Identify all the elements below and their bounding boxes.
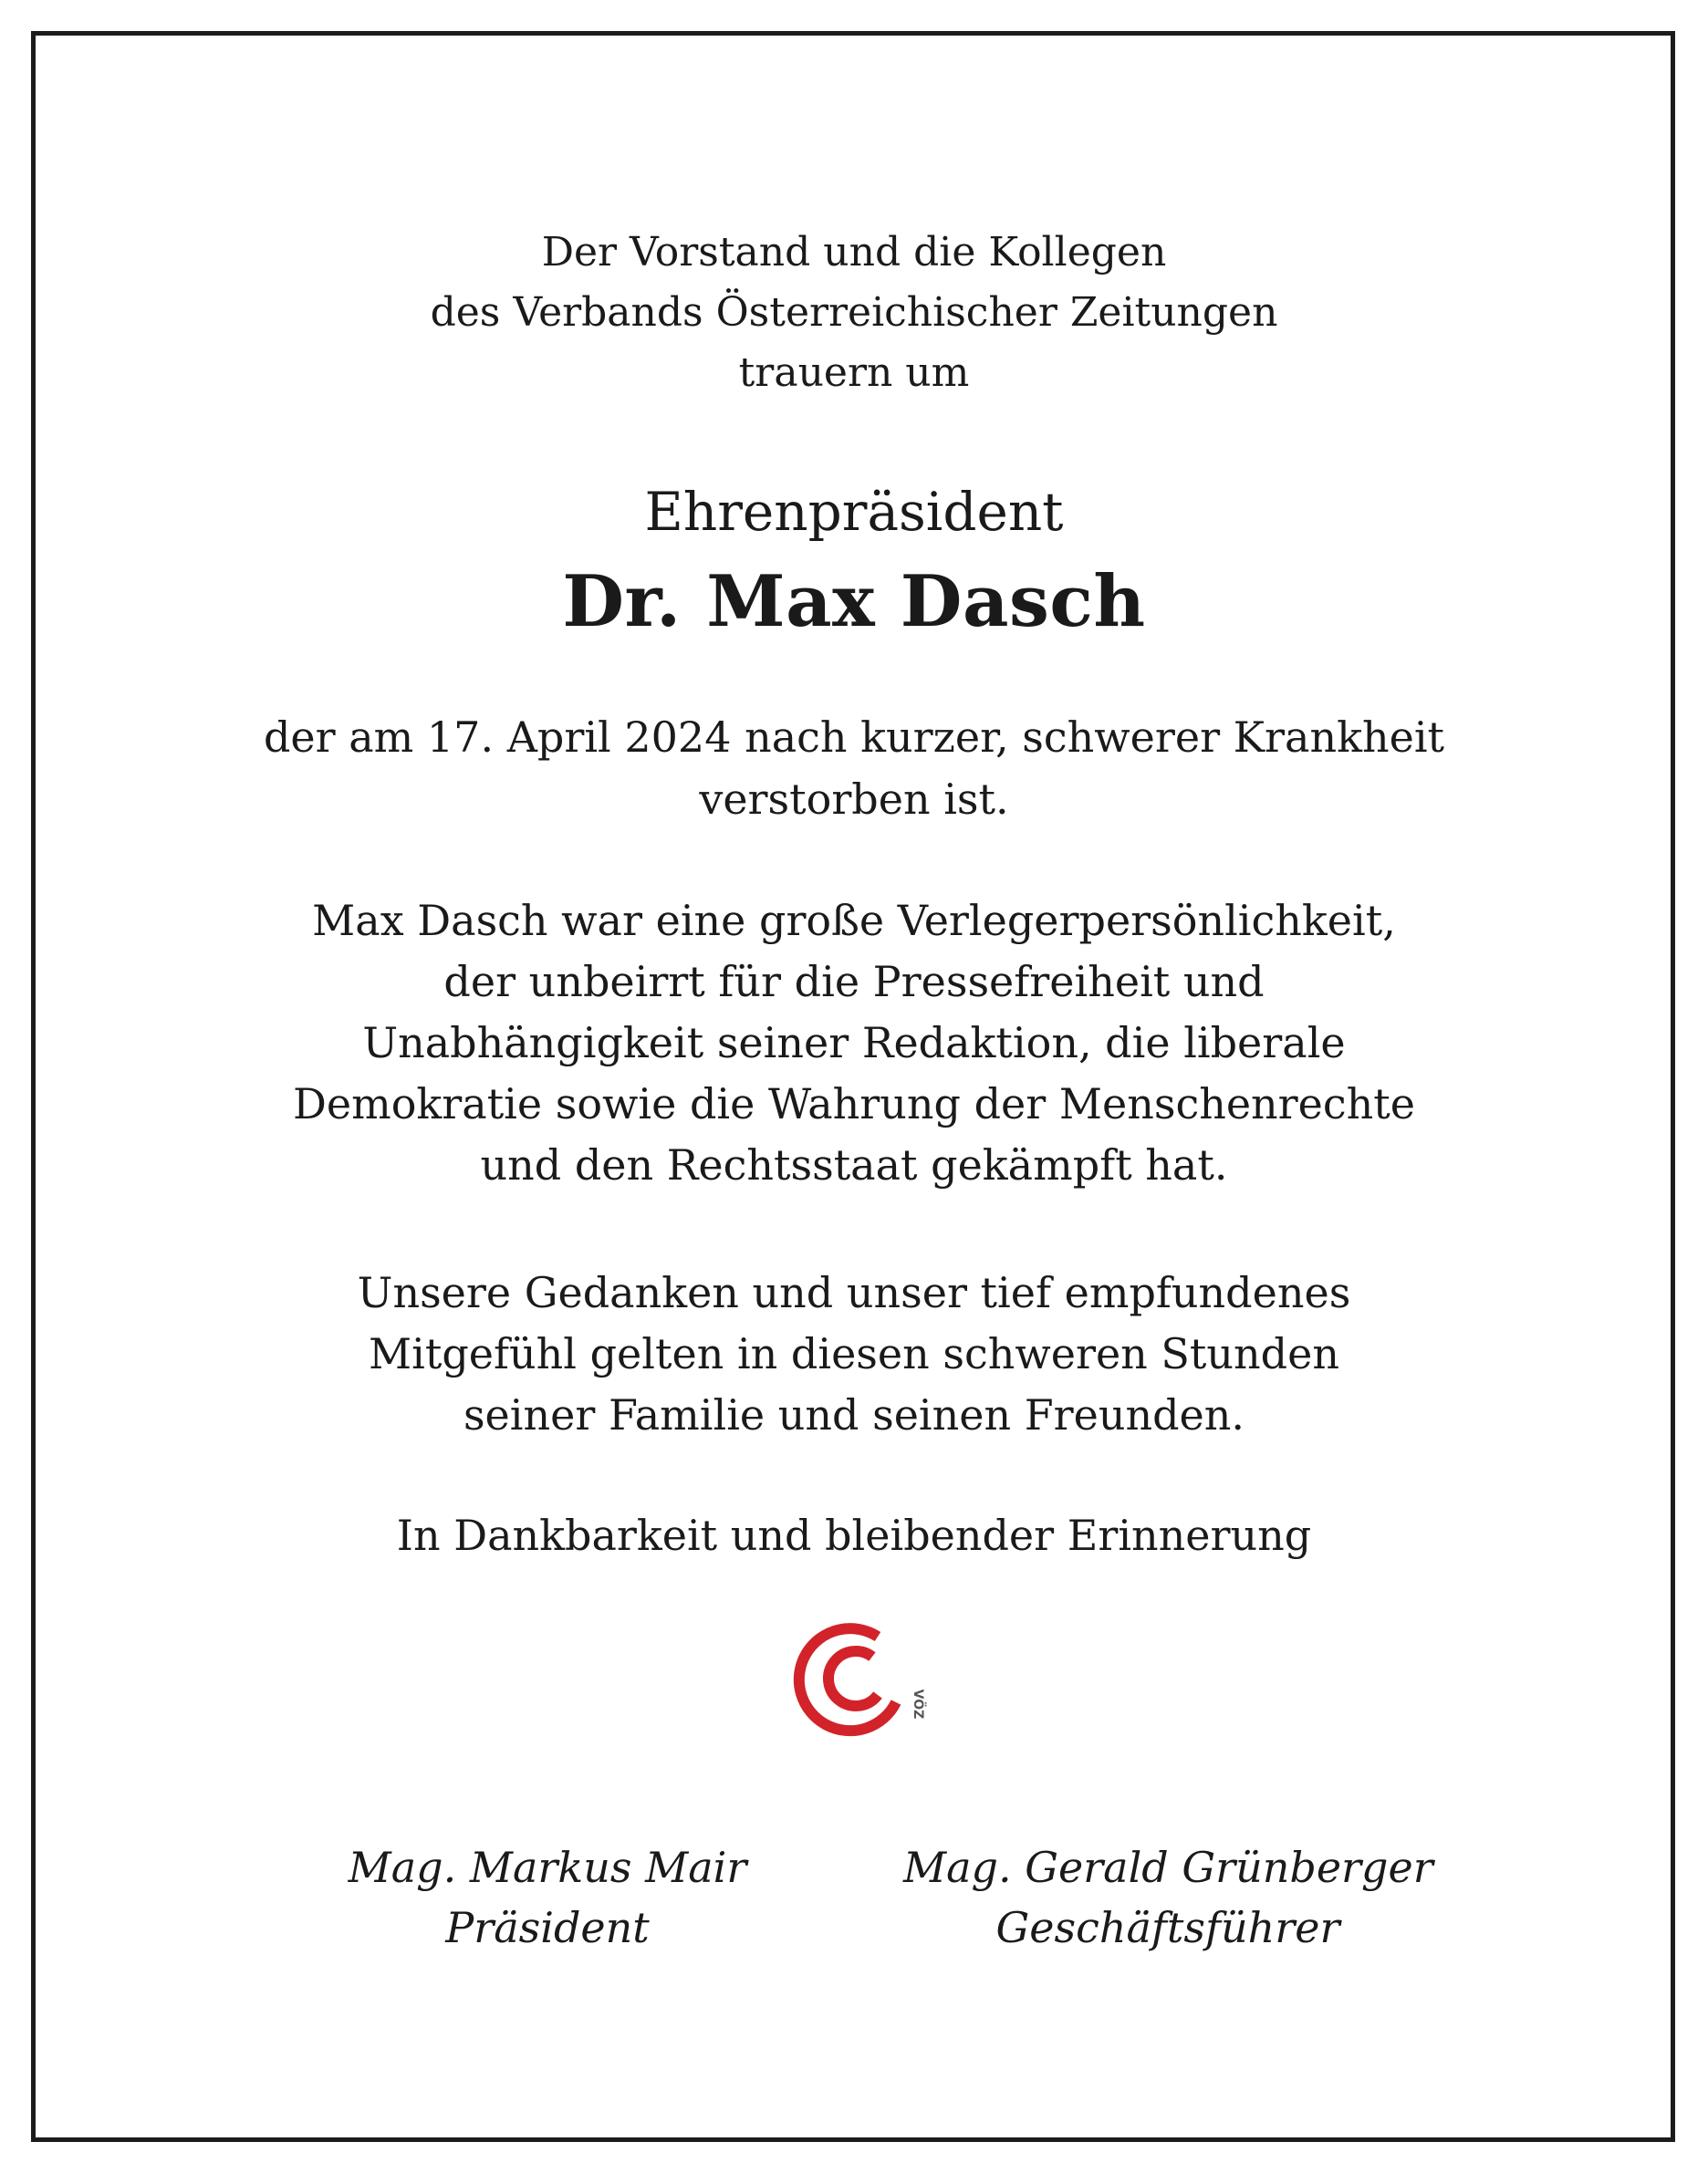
signatory-name: Mag. Gerald Grünberger <box>903 1843 1433 1892</box>
death-line: der am 17. April 2024 nach kurzer, schwerer Krankheit <box>263 712 1445 762</box>
sympathy-line: Unsere Gedanken und unser tief empfundenes <box>357 1268 1351 1317</box>
tribute-line: und den Rechtsstaat gekämpft hat. <box>480 1140 1228 1190</box>
intro-line: trauern um <box>738 349 970 396</box>
sympathy-line: Mitgefühl gelten in diesen schweren Stunden <box>369 1329 1339 1378</box>
tribute-line: Unabhängigkeit seiner Redaktion, die liberale <box>362 1018 1346 1067</box>
sympathy-paragraph <box>0 1263 1708 1446</box>
signatory-managing-director <box>903 1837 1432 1958</box>
tribute-line: Demokratie sowie die Wahrung der Menschenrechte <box>292 1079 1415 1128</box>
tribute-line: der unbeirrt für die Pressefreiheit und <box>443 957 1265 1006</box>
death-line: verstorben ist. <box>699 775 1009 824</box>
signatory-name: Mag. Markus Mair <box>348 1843 747 1892</box>
deceased-name: Dr. Max Dasch <box>562 560 1146 643</box>
honorary-title: Ehrenpräsident <box>644 481 1064 543</box>
signatory-role: Geschäftsführer <box>995 1903 1340 1952</box>
logo-text: VÖZ <box>911 1689 925 1720</box>
intro-text <box>0 223 1708 403</box>
tribute-paragraph <box>0 890 1708 1196</box>
signatory-role: Präsident <box>445 1903 650 1952</box>
tribute-line: Max Dasch war eine große Verlegerpersönlichkeit, <box>312 896 1396 945</box>
intro-line: Der Vorstand und die Kollegen <box>541 229 1167 276</box>
voez-logo-icon <box>792 1606 929 1742</box>
death-statement <box>0 706 1708 830</box>
sympathy-line: seiner Familie und seinen Freunden. <box>463 1390 1245 1440</box>
intro-line: des Verbands Österreichischer Zeitungen <box>430 289 1278 336</box>
closing-line: In Dankbarkeit und bleibender Erinnerung <box>396 1511 1312 1560</box>
signatory-president <box>310 1837 785 1958</box>
